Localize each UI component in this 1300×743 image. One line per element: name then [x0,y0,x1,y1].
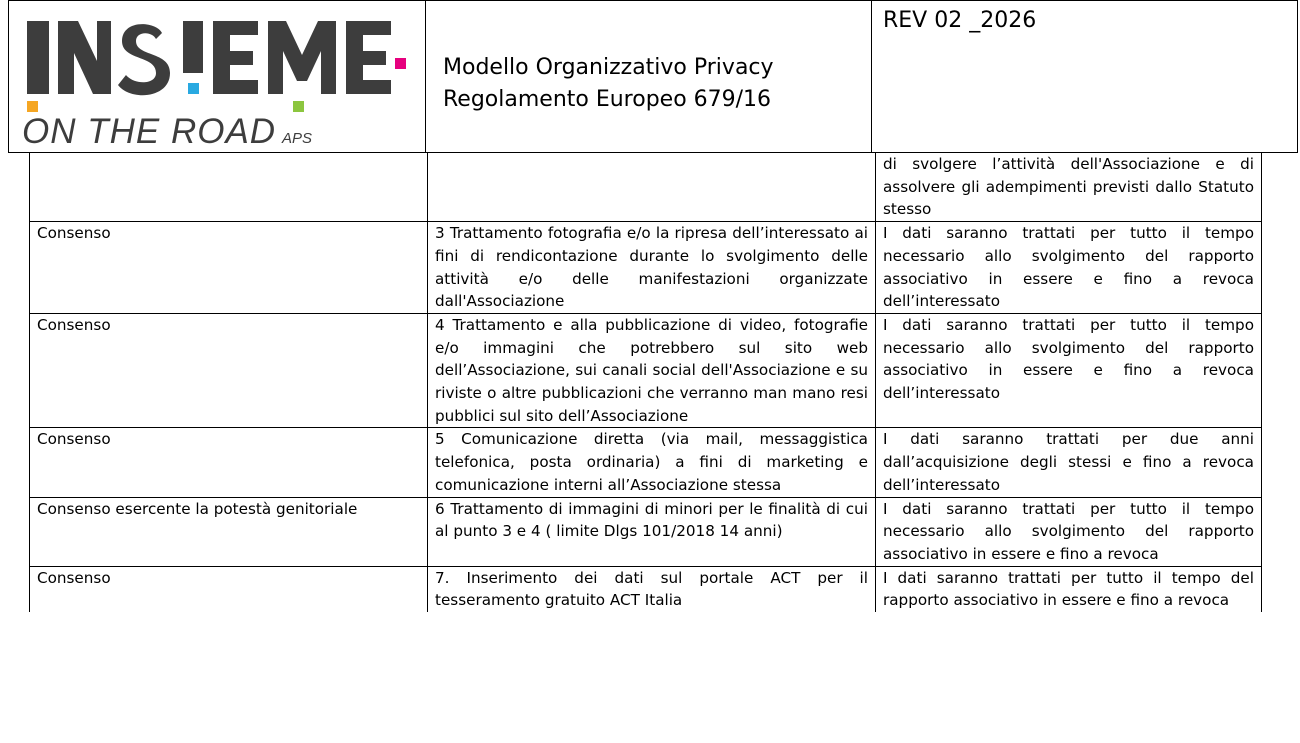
purpose-cell: 5 Comunicazione diretta (via mail, messaggistica telefonica, posta ordinaria) a fini di marketing e comunicazione interni all’Associazione stessa [428,428,876,497]
table-row [30,313,1262,428]
table-row [30,497,1262,566]
logo-letter-e2 [346,21,391,94]
purpose-cell: 4 Trattamento e alla pubblicazione di video, fotografie e/o immagini che potrebbero sul sito web dell’Associazione, sui canali social dell'Associazione e su riviste o altre pubblicazioni che verranno man mano resi pubblici sul sito dell’Associazione [428,313,876,428]
revision-label: REV 02 _2026 [883,8,1037,33]
purpose-cell: 3 Trattamento fotografia e/o la ripresa dell’interessato ai fini di rendicontazione durante lo svolgimento delle attività e/o delle manifestazioni organizzate dall'Associazione [428,222,876,314]
legal-basis-cell: Consenso [30,222,428,314]
logo-graphic [10,3,420,151]
retention-cell: I dati saranno trattati per due anni dall’acquisizione degli stessi e fino a revoca dell’interessato [876,428,1262,497]
table-row [30,222,1262,314]
logo-letter-i [27,21,49,94]
retention-cell: I dati saranno trattati per tutto il tempo necessario allo svolgimento del rapporto associativo in essere e fino a revoca dell’interessato [876,222,1262,314]
insieme-logo [10,3,420,151]
logo-letter-s [118,24,170,95]
logo-square-orange [27,101,38,112]
logo-square-pink [395,58,406,69]
document-title-line1: Modello Organizzativo Privacy [443,55,774,80]
page-header [0,0,1300,153]
legal-basis-cell [30,153,428,222]
retention-cell: I dati saranno trattati per tutto il tempo necessario allo svolgimento del rapporto associativo in essere e fino a revoca dell’interessato [876,313,1262,428]
logo-letter-n [58,21,111,94]
logo-letter-m [268,21,336,94]
table-row [30,566,1262,612]
document-title [443,52,863,116]
header-right-line [1297,0,1298,153]
header-top-line [8,0,1298,1]
retention-cell: I dati saranno trattati per tutto il tempo del rapporto associativo in essere e fino a revoca [876,566,1262,612]
logo-letter-e1 [213,21,258,94]
purpose-cell [428,153,876,222]
legal-basis-cell: Consenso esercente la potestà genitoriale [30,497,428,566]
logo-letter-exclamation [183,21,203,73]
legal-basis-cell: Consenso [30,566,428,612]
purpose-cell: 6 Trattamento di immagini di minori per le finalità di cui al punto 3 e 4 ( limite Dlgs 101/2018 14 anni) [428,497,876,566]
legal-basis-cell: Consenso [30,428,428,497]
logo-aps-text: APS [282,130,313,147]
retention-cell: di svolgere l’attività dell'Associazione e di assolvere gli adempimenti previsti dallo Statuto stesso [876,153,1262,222]
privacy-processing-table [29,153,1262,612]
header-left-line [8,0,9,153]
document-title-line2: Regolamento Europeo 679/16 [443,87,772,112]
purpose-cell: 7. Inserimento dei dati sul portale ACT per il tesseramento gratuito ACT Italia [428,566,876,612]
logo-subtext: ON THE ROAD [22,112,277,151]
logo-square-blue [188,83,199,94]
retention-cell: I dati saranno trattati per tutto il tempo necessario allo svolgimento del rapporto associativo in essere e fino a revoca [876,497,1262,566]
header-divider-2 [871,0,872,153]
logo-square-green [293,101,304,112]
legal-basis-cell: Consenso [30,313,428,428]
header-divider-1 [425,0,426,153]
table-row [30,153,1262,222]
table-row [30,428,1262,497]
